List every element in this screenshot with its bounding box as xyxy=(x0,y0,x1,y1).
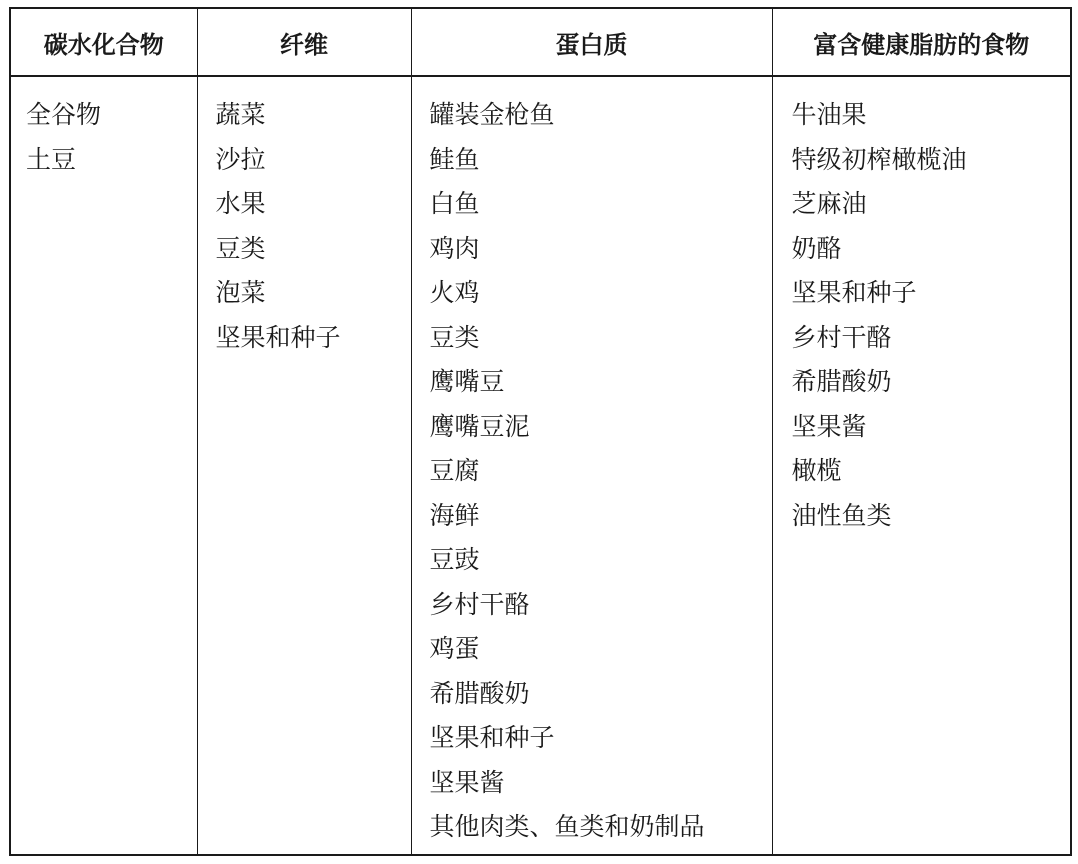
list-item: 白鱼 xyxy=(429,189,480,218)
list-item: 土豆 xyxy=(26,144,77,174)
list-item: 坚果酱 xyxy=(791,411,867,441)
list-item: 鸡蛋 xyxy=(429,634,480,663)
list-item: 希腊酸奶 xyxy=(429,678,530,708)
list-item: 坚果和种子 xyxy=(791,278,917,307)
list-item: 海鲜 xyxy=(429,500,480,530)
list-item: 豆腐 xyxy=(429,456,480,485)
list-item: 油性鱼类 xyxy=(791,500,892,530)
header-carbohydrates: 碳水化合物 xyxy=(10,8,197,76)
list-item: 坚果和种子 xyxy=(215,322,341,352)
carbohydrates-cell xyxy=(10,76,197,855)
food-groups-table xyxy=(9,7,1072,856)
list-item: 蔬菜 xyxy=(215,100,266,129)
list-item: 鸡肉 xyxy=(429,233,480,263)
list-item: 其他肉类、鱼类和奶制品 xyxy=(429,812,705,841)
list-item: 鲑鱼 xyxy=(429,144,480,174)
list-item: 希腊酸奶 xyxy=(791,367,892,396)
list-item: 全谷物 xyxy=(26,100,102,129)
fiber-cell xyxy=(197,76,411,855)
header-row xyxy=(10,8,1071,76)
list-item: 奶酪 xyxy=(791,233,842,263)
list-item: 豆类 xyxy=(429,322,480,352)
healthy-fats-cell xyxy=(772,76,1071,855)
list-item: 火鸡 xyxy=(429,278,480,307)
list-item: 坚果酱 xyxy=(429,767,505,797)
list-item: 橄榄 xyxy=(791,456,842,485)
list-item: 鹰嘴豆 xyxy=(429,367,505,396)
list-item: 泡菜 xyxy=(215,278,266,307)
content-row xyxy=(10,76,1071,855)
header-protein: 蛋白质 xyxy=(411,8,772,76)
list-item: 鹰嘴豆泥 xyxy=(429,411,530,441)
list-item: 乡村干酪 xyxy=(791,322,892,352)
list-item: 豆豉 xyxy=(429,545,480,574)
header-fiber: 纤维 xyxy=(197,8,411,76)
list-item: 坚果和种子 xyxy=(429,723,555,752)
list-item: 水果 xyxy=(215,189,266,218)
list-item: 乡村干酪 xyxy=(429,589,530,619)
list-item: 沙拉 xyxy=(215,144,266,174)
list-item: 豆类 xyxy=(215,233,266,263)
list-item: 罐装金枪鱼 xyxy=(429,100,555,129)
header-healthy-fats: 富含健康脂肪的食物 xyxy=(772,8,1071,76)
list-item: 芝麻油 xyxy=(791,189,867,218)
list-item: 牛油果 xyxy=(791,100,867,129)
list-item: 特级初榨橄榄油 xyxy=(791,144,967,174)
protein-cell xyxy=(411,76,772,855)
